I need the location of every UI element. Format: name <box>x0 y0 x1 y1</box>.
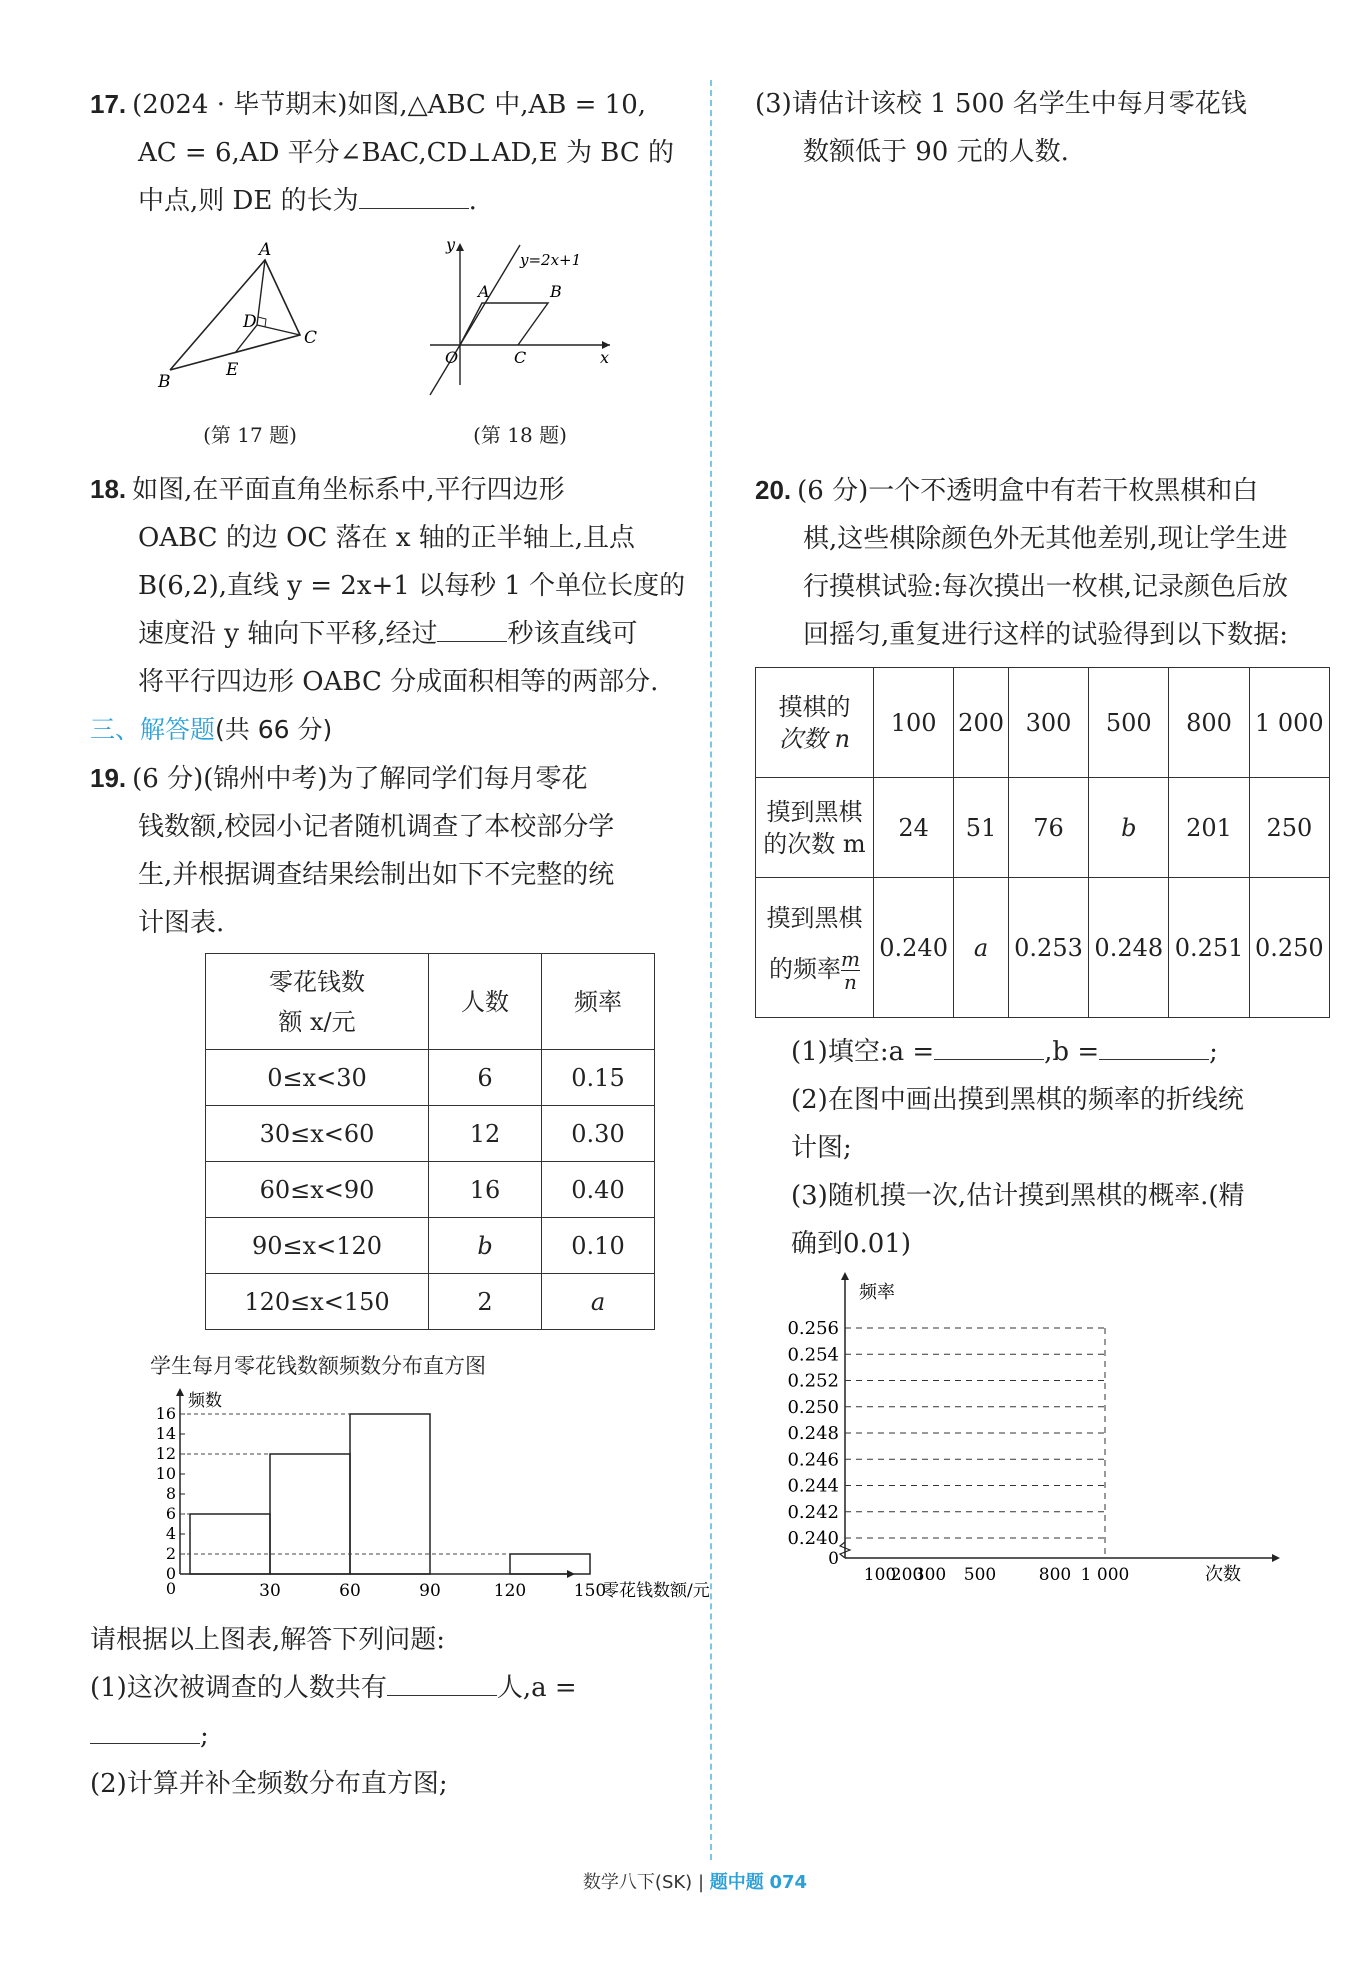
y-tick-label: 12 <box>155 1444 176 1463</box>
answer-space[interactable] <box>755 176 1315 466</box>
q20-sub2-line1: (2)在图中画出摸到黑棋的频率的折线统 <box>791 1085 1244 1115</box>
q19-sub1: (1)这次被调查的人数共有 <box>90 1673 387 1703</box>
q18-figure <box>420 235 620 459</box>
section-3-label: 三、解答题 <box>90 715 216 744</box>
table-cell: 0.30 <box>542 1106 655 1162</box>
x-tick-label: 300 <box>913 1565 947 1585</box>
table-cell: b <box>1089 778 1169 878</box>
row-header: 摸到黑棋 <box>766 797 863 826</box>
y-tick-label: 0.246 <box>787 1449 839 1471</box>
q17-figure <box>150 235 350 459</box>
table-cell: 100 <box>874 668 954 778</box>
q19-line1: (6 分)(锦州中考)为了解同学们每月零花 <box>132 764 588 794</box>
q18-answer-blank[interactable] <box>437 614 507 642</box>
q20-line4: 回摇匀,重复进行这样的试验得到以下数据: <box>803 620 1289 650</box>
q19-total-blank[interactable] <box>387 1668 497 1696</box>
q17-number: 17. <box>90 89 127 119</box>
q18-line5: 将平行四边形 OABC 分成面积相等的两部分. <box>138 667 659 697</box>
q18-line3: B(6,2),直线 y = 2x+1 以每秒 1 个单位长度的 <box>138 571 686 601</box>
y-tick-label: 2 <box>165 1544 176 1563</box>
table-row-n <box>756 668 1330 778</box>
table-header: 频率 <box>542 954 655 1050</box>
histogram-bar <box>510 1554 590 1574</box>
table-cell: 6 <box>429 1050 542 1106</box>
x-axis-label: 次数 <box>1205 1564 1241 1585</box>
q19-sub2: (2)计算并补全频数分布直方图; <box>90 1769 448 1799</box>
q20-semicolon: ; <box>1209 1037 1218 1067</box>
label-B: B <box>550 282 562 301</box>
q20-number: 20. <box>755 475 792 505</box>
table-cell: 0.250 <box>1249 878 1329 1018</box>
table-cell: 1 000 <box>1249 668 1329 778</box>
table-cell: 0≤x<30 <box>206 1050 429 1106</box>
q20-sub3-line2: 确到0.01) <box>791 1229 912 1259</box>
question-17 <box>90 80 690 459</box>
table-cell: 60≤x<90 <box>206 1162 429 1218</box>
table-cell: 120≤x<150 <box>206 1274 429 1330</box>
table-row <box>206 1274 655 1330</box>
label-D: D <box>243 312 257 332</box>
left-column <box>90 80 710 1808</box>
label-A: A <box>478 282 490 301</box>
x-tick-label: 90 <box>419 1581 441 1601</box>
table-cell: 16 <box>429 1162 542 1218</box>
table-row <box>206 1106 655 1162</box>
table-header: 零花钱数 <box>269 967 365 996</box>
histogram-bar <box>190 1514 270 1574</box>
question-18 <box>90 465 690 706</box>
q19-semicolon: ; <box>200 1721 209 1751</box>
x-tick-label: 60 <box>339 1581 361 1601</box>
table-cell: 30≤x<60 <box>206 1106 429 1162</box>
row-header: 的次数 m <box>763 829 866 858</box>
q19-number: 19. <box>90 763 127 793</box>
label-O: O <box>445 348 459 367</box>
table-row <box>206 1218 655 1274</box>
row-header: 摸棋的 <box>778 692 851 721</box>
table-cell: 250 <box>1249 778 1329 878</box>
y-axis-arrow <box>841 1272 849 1280</box>
footer-book-title: 数学八下(SK) <box>582 1872 693 1893</box>
table-cell: 90≤x<120 <box>206 1218 429 1274</box>
table-row-m <box>756 778 1330 878</box>
table-cell: 24 <box>874 778 954 878</box>
question-20 <box>755 466 1324 1598</box>
table-cell: 300 <box>1008 668 1088 778</box>
table-header: 额 x/元 <box>278 1007 356 1036</box>
y-tick-label: 8 <box>165 1484 176 1503</box>
table-cell: 0.253 <box>1008 878 1088 1018</box>
q17-q18-figures <box>150 235 690 459</box>
q20-line2: 棋,这些棋除颜色外无其他差别,现让学生进 <box>803 524 1288 554</box>
label-C: C <box>304 328 318 348</box>
table-row <box>206 1162 655 1218</box>
page <box>20 0 1330 1968</box>
row-header: 摸到黑棋 <box>766 904 863 932</box>
y-axis-label: 频数 <box>188 1391 222 1411</box>
table-cell: 0.40 <box>542 1162 655 1218</box>
table-cell: 76 <box>1008 778 1088 878</box>
q20-sub3-line1: (3)随机摸一次,估计摸到黑棋的概率.(精 <box>791 1181 1245 1211</box>
right-column <box>755 80 1324 1598</box>
histogram-title: 学生每月零花钱数额频数分布直方图 <box>150 1354 486 1378</box>
y-tick-label: 0 <box>165 1564 176 1583</box>
footer-brand: 题中题 <box>709 1872 764 1893</box>
y-tick-label: 0.254 <box>787 1344 839 1366</box>
row-header: 的频率 <box>769 955 842 983</box>
y-tick-label: 16 <box>155 1404 176 1423</box>
q20-sub1-mid: ,b = <box>1044 1037 1100 1067</box>
q19-frequency-table <box>205 953 655 1330</box>
section-3-points: (共 66 分) <box>215 715 333 744</box>
table-header: 人数 <box>429 954 542 1050</box>
column-divider <box>710 80 712 1860</box>
label-x-axis: x <box>600 348 610 367</box>
q18-line1: 如图,在平面直角坐标系中,平行四边形 <box>132 475 565 505</box>
label-line-equation: y=2x+1 <box>520 251 582 269</box>
y-tick-label: 0.244 <box>787 1475 839 1497</box>
q17-caption: (第 17 题) <box>203 423 297 447</box>
label-y-axis: y <box>446 235 456 254</box>
x-tick-label: 500 <box>963 1565 997 1585</box>
x-axis-arrow <box>1272 1554 1280 1562</box>
row-header: 次数 n <box>778 724 851 753</box>
y-tick-label: 4 <box>165 1524 176 1543</box>
histogram-bar <box>350 1414 430 1574</box>
table-cell: 0.15 <box>542 1050 655 1106</box>
q19-line3: 生,并根据调查结果绘制出如下不完整的统 <box>138 860 615 890</box>
y-tick-label: 10 <box>155 1464 176 1483</box>
y-tick-label: 0.240 <box>787 1528 839 1549</box>
origin-label: 0 <box>828 1549 839 1569</box>
q18-caption: (第 18 题) <box>473 423 567 447</box>
x-axis-label: 零花钱数额/元 <box>602 1581 710 1601</box>
table-cell: 800 <box>1169 668 1249 778</box>
table-cell: 0.10 <box>542 1218 655 1274</box>
x-tick-label: 200 <box>890 1565 924 1585</box>
table-cell: b <box>429 1218 542 1274</box>
table-cell: 2 <box>429 1274 542 1330</box>
x-tick-label: 100 <box>863 1565 897 1585</box>
y-tick-label: 6 <box>165 1504 176 1523</box>
table-cell: 51 <box>954 778 1009 878</box>
footer-separator: | <box>697 1872 705 1893</box>
q17-line3: 中点,则 DE 的长为 <box>138 186 359 216</box>
q17-line2: AC = 6,AD 平分∠BAC,CD⊥AD,E 为 BC 的 <box>138 138 674 168</box>
label-C: C <box>514 348 527 367</box>
q20-line3: 行摸棋试验:每次摸出一枚棋,记录颜色后放 <box>803 572 1289 602</box>
table-cell: a <box>542 1274 655 1330</box>
table-cell: 12 <box>429 1106 542 1162</box>
q20-sub1: (1)填空:a = <box>791 1037 935 1067</box>
q17-period: . <box>468 186 477 216</box>
table-row-freq <box>756 878 1330 1018</box>
table-cell: 201 <box>1169 778 1249 878</box>
histogram-bar <box>270 1454 350 1574</box>
y-tick-label: 0.252 <box>787 1370 839 1392</box>
table-cell: 500 <box>1089 668 1169 778</box>
q19-sub3 <box>755 80 1315 176</box>
q19-sub3-line1: (3)请估计该校 1 500 名学生中每月零花钱 <box>755 89 1247 119</box>
q20-b-blank[interactable] <box>1099 1032 1209 1060</box>
y-tick-label: 0.256 <box>787 1318 839 1339</box>
q18-line4-end: 秒该直线可 <box>507 619 638 649</box>
table-cell: 0.248 <box>1089 878 1169 1018</box>
q19-sub1-mid: 人,a = <box>496 1673 577 1703</box>
x-tick-label: 800 <box>1038 1565 1072 1585</box>
table-cell: 200 <box>954 668 1009 778</box>
fraction-denominator: n <box>844 970 857 994</box>
fraction-numerator: m <box>841 947 860 971</box>
label-B: B <box>158 372 171 392</box>
x-tick-label: 150 <box>573 1581 607 1601</box>
label-A: A <box>259 240 272 260</box>
y-axis-label: 频率 <box>859 1282 895 1303</box>
q20-line1: (6 分)一个不透明盒中有若干枚黑棋和白 <box>797 476 1259 506</box>
x-tick-label: 1 000 <box>1080 1565 1130 1585</box>
histogram-chart <box>150 1384 710 1604</box>
q19-instructions: 请根据以上图表,解答下列问题: <box>90 1625 446 1655</box>
q17-answer-blank[interactable] <box>359 181 469 209</box>
question-19 <box>90 754 710 1808</box>
section-3-title <box>90 706 690 754</box>
q19-sub3-line2: 数额低于 90 元的人数. <box>803 137 1069 167</box>
q19-line2: 钱数额,校园小记者随机调查了本校部分学 <box>138 812 615 842</box>
q20-data-table <box>755 667 1330 1018</box>
q18-number: 18. <box>90 474 127 504</box>
label-E: E <box>226 360 239 380</box>
q19-a-blank[interactable] <box>90 1716 200 1744</box>
y-axis-arrow <box>176 1388 184 1396</box>
q20-a-blank[interactable] <box>934 1032 1044 1060</box>
q17-line1: (2024 · 毕节期末)如图,△ABC 中,AB = 10, <box>132 90 646 120</box>
coordinate-diagram <box>420 235 620 395</box>
y-tick-label: 0.250 <box>787 1396 839 1418</box>
frequency-line-chart[interactable] <box>775 1268 1295 1598</box>
table-cell: a <box>954 878 1009 1018</box>
y-tick-label: 0.242 <box>787 1501 839 1523</box>
q20-sub2-line2: 计图; <box>791 1133 852 1163</box>
x-tick-label: 30 <box>259 1581 281 1601</box>
y-tick-label: 14 <box>155 1424 176 1443</box>
q18-line4: 速度沿 y 轴向下平移,经过 <box>138 619 438 649</box>
triangle-diagram <box>150 235 350 395</box>
q19-line4: 计图表. <box>138 908 225 938</box>
page-footer <box>20 1868 1370 1894</box>
y-tick-label: 0.248 <box>787 1423 839 1444</box>
q18-line2: OABC 的边 OC 落在 x 轴的正半轴上,且点 <box>138 523 636 553</box>
page-number: 074 <box>769 1872 808 1893</box>
table-cell: 0.251 <box>1169 878 1249 1018</box>
x-tick-label: 120 <box>493 1581 527 1601</box>
origin-label: 0 <box>165 1579 176 1598</box>
table-row <box>206 1050 655 1106</box>
table-cell: 0.240 <box>874 878 954 1018</box>
